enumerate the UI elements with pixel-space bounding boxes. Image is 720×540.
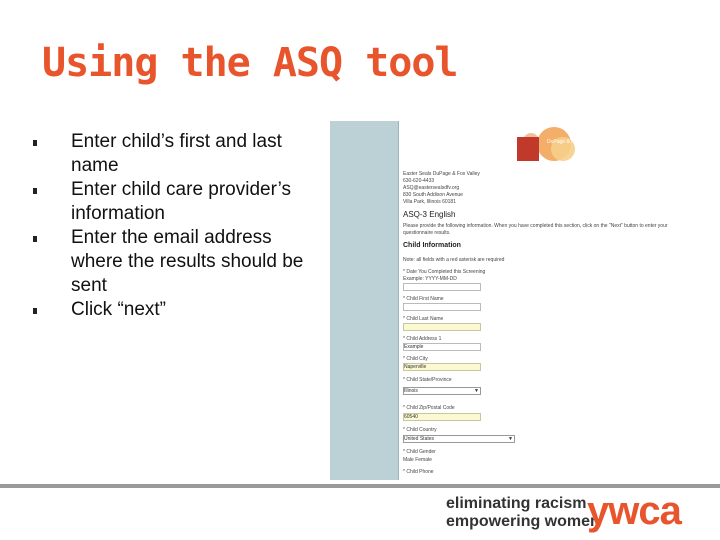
country-select[interactable] [403, 435, 515, 443]
state-select[interactable] [403, 387, 481, 395]
form-page [398, 121, 690, 480]
section-heading: Child Information [403, 242, 461, 249]
country-value: United States [404, 436, 435, 442]
address-line: ASQ@eastersealsdfv.org [403, 185, 460, 191]
form-intro: questionnaire results. [403, 230, 451, 236]
address-line: Villa Park, Illinois 60181 [403, 199, 456, 205]
bullet-item [28, 130, 328, 178]
logo-mark [517, 137, 539, 161]
slide-title: Using the ASQ tool [42, 40, 458, 86]
organization-logo [517, 127, 595, 163]
address-line: 630-620-4433 [403, 178, 435, 184]
form-intro: Please provide the following information. When you have completed this section, click on the "Next" button to enter your [403, 223, 668, 229]
bullet-text: Click “next” [71, 299, 167, 320]
field-label: * Child Last Name [403, 316, 444, 322]
tagline-line-1: eliminating racism [446, 495, 587, 512]
state-value: Illinois [404, 388, 418, 394]
bullet-marker [33, 140, 37, 146]
field-label: * Child Country [403, 427, 437, 433]
last-name-input[interactable] [403, 323, 481, 331]
bullet-marker [33, 308, 37, 314]
address-line: Easter Seals DuPage & Fox Valley [403, 171, 480, 177]
field-label: * Child Zip/Postal Code [403, 405, 455, 411]
zip-input[interactable]: 60540 [403, 413, 481, 421]
required-note: Note: all fields with a red asterisk are required [403, 257, 505, 263]
date-format-hint: Example: YYYY-MM-DD [403, 276, 457, 282]
address-line: 830 South Addison Avenue [403, 192, 463, 198]
bullet-item [28, 178, 328, 226]
field-label: * Child State/Province [403, 377, 452, 383]
bullet-item [28, 298, 328, 322]
chevron-down-icon: ▼ [508, 436, 513, 442]
form-screenshot [330, 121, 690, 480]
chevron-down-icon: ▼ [474, 388, 479, 394]
field-label: * Child Address 1 [403, 336, 442, 342]
field-label: * Child Gender [403, 449, 436, 455]
field-label: * Child City [403, 356, 428, 362]
field-label: * Child Phone [403, 469, 434, 475]
bullet-list [28, 130, 328, 322]
address-input[interactable]: Example [403, 343, 481, 351]
bullet-text: Enter the email address where the results should be sent [71, 227, 304, 296]
tagline-line-2: empowering women [446, 513, 600, 530]
bullet-marker [33, 188, 37, 194]
logo-text: DuPage & Fox Valley [547, 139, 595, 145]
bullet-text: Enter child care provider’s information [71, 179, 292, 224]
footer-divider [0, 484, 720, 488]
form-heading: ASQ-3 English [403, 210, 456, 219]
bullet-item [28, 226, 328, 298]
bullet-text: Enter child’s first and last name [71, 131, 282, 176]
ywca-logo: ywca [587, 489, 681, 533]
gender-options[interactable]: Male Female [403, 457, 432, 463]
date-input[interactable] [403, 283, 481, 291]
date-label: * Date You Completed this Screening [403, 269, 486, 275]
bullet-marker [33, 236, 37, 242]
city-input[interactable]: Naperville [403, 363, 481, 371]
field-label: * Child First Name [403, 296, 444, 302]
first-name-input[interactable] [403, 303, 481, 311]
